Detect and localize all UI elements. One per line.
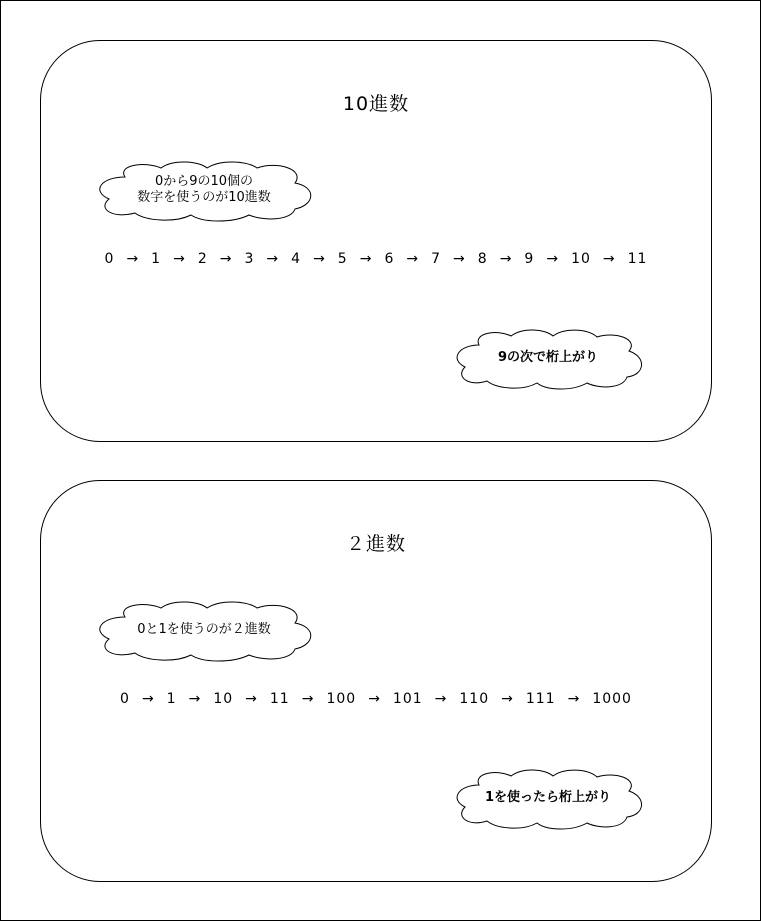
note-line: 0から9の10個の (154, 174, 254, 189)
sequence-number: 101 (392, 691, 423, 707)
note-text (95, 161, 313, 219)
number-sequence (41, 251, 711, 267)
note-cloud-top (95, 601, 313, 659)
sequence-number: 8 (477, 251, 488, 267)
sequence-number: 110 (459, 691, 490, 707)
arrow-icon: → (245, 691, 258, 707)
arrow-icon: → (266, 251, 280, 267)
sequence-number: 1 (166, 691, 177, 707)
arrow-icon: → (434, 691, 448, 707)
note-cloud-bottom (453, 329, 643, 387)
panel-title: 10進数 (342, 93, 410, 115)
sequence-number: 11 (269, 691, 290, 707)
sequence-number: 1 (151, 251, 162, 267)
sequence-number: 6 (384, 251, 395, 267)
note-cloud-top (95, 161, 313, 219)
arrow-icon: → (546, 251, 560, 267)
note-text: 9の次で桁上がり (497, 350, 599, 365)
note-text: 1を使ったら桁上がり (484, 790, 612, 805)
arrow-icon: → (313, 251, 326, 267)
arrow-icon: → (567, 691, 581, 707)
arrow-icon: → (453, 251, 466, 267)
arrow-icon: → (126, 251, 140, 267)
decimal-panel (40, 40, 712, 442)
number-sequence (41, 691, 711, 707)
arrow-icon: → (219, 251, 233, 267)
arrow-icon: → (602, 251, 616, 267)
arrow-icon: → (141, 691, 155, 707)
sequence-number: 11 (627, 251, 648, 267)
sequence-number: 0 (104, 251, 115, 267)
sequence-number: 100 (326, 691, 357, 707)
note-line: 0と1を使うのが２進数 (137, 622, 271, 637)
sequence-number: 111 (525, 691, 556, 707)
sequence-number: 4 (291, 251, 302, 267)
arrow-icon: → (501, 691, 514, 707)
arrow-icon: → (301, 691, 315, 707)
sequence-number: 10 (571, 251, 591, 267)
sequence-number: 10 (213, 691, 234, 707)
sequence-number: 0 (120, 691, 130, 707)
sequence-number: 3 (244, 251, 255, 267)
sequence-number: 5 (337, 251, 348, 267)
binary-panel (40, 480, 712, 882)
sequence-number: 9 (524, 251, 535, 267)
arrow-icon: → (359, 251, 373, 267)
panel-title: ２進数 (345, 533, 406, 555)
note-line: 数字を使うのが10進数 (137, 190, 271, 205)
sequence-number: 2 (197, 251, 208, 267)
arrow-icon: → (406, 251, 420, 267)
arrow-icon: → (188, 691, 202, 707)
sequence-number: 1000 (592, 691, 632, 707)
arrow-icon: → (173, 251, 186, 267)
sequence-number: 7 (431, 251, 442, 267)
note-text (95, 601, 313, 659)
arrow-icon: → (499, 251, 513, 267)
note-cloud-bottom (453, 769, 643, 827)
arrow-icon: → (368, 691, 381, 707)
